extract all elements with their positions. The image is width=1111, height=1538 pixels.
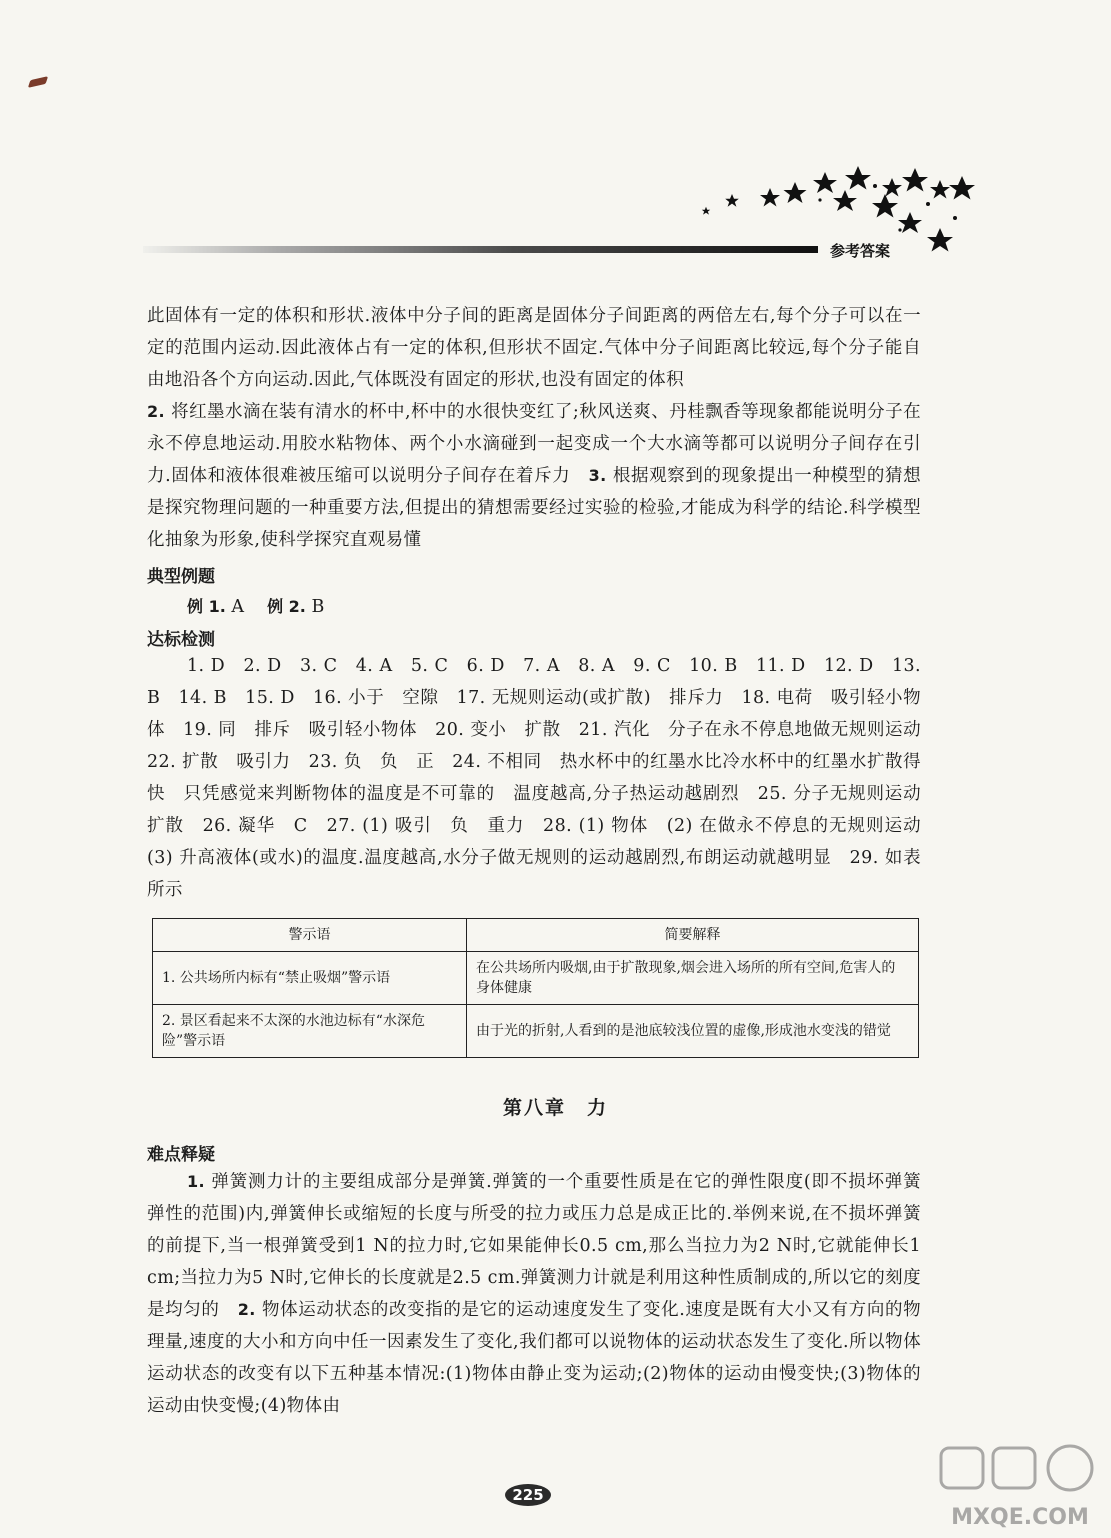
example-1-label: 例 1.: [187, 597, 226, 616]
tests-answers: 1. D 2. D 3. C 4. A 5. C 6. D 7. A 8. A 9. C 10. B 11. D 12. D 13. B 14. B 15. D 16. 小于 空隙 17. 无规则运动(或扩散) 排斥力 18. 电荷 吸引轻小物体 19. 同 排斥 吸引轻小物体 20. 变小 扩散 21. 汽化 分子在永不停息地做无规则运动 22. 扩散 吸引力 23. 负 负 正 24. 不相同 热水杯中的红墨水比冷水杯中的红墨水扩散得快 只凭感觉来判断物体的温度是不可靠的 温度越高,分子热运动越剧烈 25. 分子无规则运动 扩散 26. 凝华 C 27. (1) 吸引 负 重力 28. (1) 物体 (2) 在做永不停息的无规则运动 (3) 升高液体(或水)的温度.温度越高,水分子做无规则的运动越剧烈,布朗运动就越明显 29. 如表所示: [147, 656, 939, 900]
intro-text: 此固体有一定的体积和形状.液体中分子间的距离是固体分子间距离的两倍左右,每个分子可以在一定的范围内运动.因此液体占有一定的体积,但形状不固定.气体中分子间距离比较远,每个分子能自由地沿各个方向运动.因此,气体既没有固定的形状,也没有固定的体积: [147, 306, 921, 390]
table-cell: 2. 景区看起来不太深的水池边标有“水深危险”警示语: [153, 1005, 467, 1058]
table-row: [153, 1005, 919, 1058]
examples-answers: [187, 593, 324, 618]
q2-text: 将红墨水滴在装有清水的杯中,杯中的水很快变红了;秋风送爽、丹桂飘香等现象都能说明分子在永不停息地运动.用胶水粘物体、两个小水滴碰到一起变成一个大水滴等都可以说明分子间存在引力.固体和液体很难被压缩可以说明分子间存在着斥力: [147, 402, 922, 486]
section-title-tests: 达标检测: [147, 630, 215, 650]
section-title-examples: 典型例题: [147, 567, 215, 587]
page-number: 225: [505, 1484, 551, 1506]
table-cell: 由于光的折射,人看到的是池底较浅位置的虚像,形成池水变浅的错觉: [467, 1005, 919, 1058]
corner-mark: [28, 76, 48, 88]
table-cell: 在公共场所内吸烟,由于扩散现象,烟会进入场所的所有空间,危害人的身体健康: [467, 952, 919, 1005]
table-header-row: [153, 919, 919, 952]
example-1-answer: A: [231, 597, 245, 617]
example-2-label: 例 2.: [267, 597, 306, 616]
watermark-logo-icon: [935, 1440, 1105, 1535]
warning-table: [152, 918, 919, 1058]
table-row: [153, 952, 919, 1005]
p2-text: 物体运动状态的改变指的是它的运动速度发生了变化.速度是既有大小又有方向的物理量,速度的大小和方向中任一因素发生了变化,我们都可以说物体的运动状态发生了变化.所以物体运动状态的改变有以下五种基本情况:(1)物体由静止变为运动;(2)物体的运动由慢变快;(3)物体的运动由快变慢;(4)物体由: [147, 1300, 922, 1416]
p2-number: 2.: [237, 1300, 256, 1319]
p1-number: 1.: [187, 1172, 206, 1191]
p1-text: 弹簧测力计的主要组成部分是弹簧.弹簧的一个重要性质是在它的弹性限度(即不损坏弹簧弹性的范围)内,弹簧伸长或缩短的长度与所受的拉力或压力总是成正比的.举例来说,在不损坏弹簧的前提下,当一根弹簧受到1 N的拉力时,它如果能伸长0.5 cm,那么当拉力为2 N时,它就能伸长1 cm;当拉力为5 N时,它伸长的长度就是2.5 cm.弹簧测力计就是利用这种性质制成的,所以它的刻度是均匀的: [147, 1172, 922, 1320]
table-header-cell: 简要解释: [467, 919, 919, 952]
q3-text: 根据观察到的现象提出一种模型的猜想是探究物理问题的一种重要方法,但提出的猜想需要经过实验的检验,才能成为科学的结论.科学模型化抽象为形象,使科学探究直观易懂: [147, 466, 921, 550]
table-cell: 1. 公共场所内标有“禁止吸烟”警示语: [153, 952, 467, 1005]
q3-number: 3.: [588, 466, 607, 485]
difficult-paragraph: [147, 1166, 921, 1422]
svg-text:MXQE.COM: MXQE.COM: [951, 1505, 1089, 1530]
table-header-cell: 警示语: [153, 919, 467, 952]
chapter-title: 第八章 力: [502, 1097, 608, 1119]
header-rule: [143, 246, 818, 253]
header-label: 参考答案: [830, 242, 891, 260]
section-title-difficult: 难点释疑: [147, 1145, 215, 1165]
example-2-answer: B: [311, 597, 325, 617]
q2-number: 2.: [147, 402, 166, 421]
answer-paragraph-1: [147, 300, 921, 556]
